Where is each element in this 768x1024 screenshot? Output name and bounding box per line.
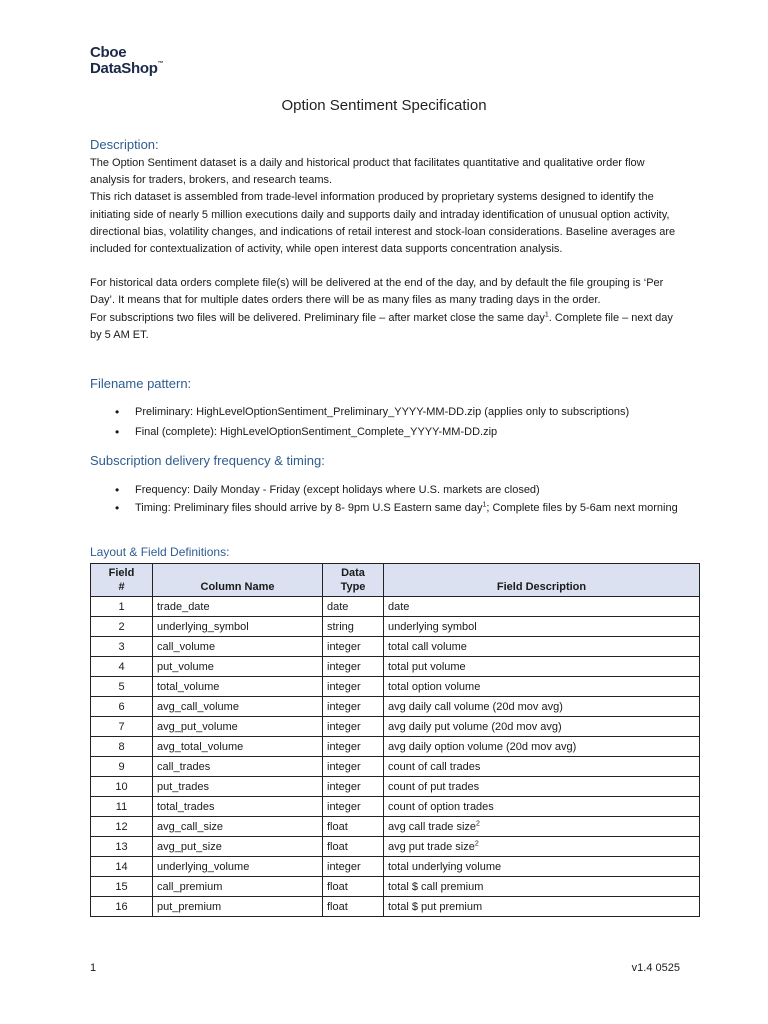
cell-data-type: integer — [323, 637, 384, 657]
cell-data-type: float — [323, 817, 384, 837]
cboe-datashop-logo — [90, 45, 163, 76]
cell-column-name: underlying_volume — [153, 857, 323, 877]
cell-field-description: avg daily call volume (20d mov avg) — [384, 697, 700, 717]
cell-field-num: 11 — [91, 797, 153, 817]
cell-field-num: 12 — [91, 817, 153, 837]
cell-column-name: avg_call_size — [153, 817, 323, 837]
cell-data-type: integer — [323, 717, 384, 737]
table-row — [91, 797, 700, 817]
cell-field-description: avg put trade size$^2$ — [384, 837, 700, 857]
layout-heading: Layout & Field Definitions: — [90, 545, 230, 559]
description-para-1: The Option Sentiment dataset is a daily and historical product that facilitates quantitative and qualitative order flow analysis for traders, brokers, and research teams. — [90, 157, 645, 187]
cell-data-type: date — [323, 597, 384, 617]
header-data-type: Data Type — [323, 564, 384, 597]
filename-item-final: • Final (complete): HighLevelOptionSentiment_Complete_YYYY-MM-DD.zip — [90, 424, 690, 442]
cell-column-name: call_volume — [153, 637, 323, 657]
cell-data-type: integer — [323, 677, 384, 697]
cell-field-description: avg call trade size$^2$ — [384, 817, 700, 837]
header-field-num: Field # — [91, 564, 153, 597]
cell-column-name: avg_put_size — [153, 837, 323, 857]
cell-field-description: total option volume — [384, 677, 700, 697]
field-definitions-table — [90, 563, 700, 917]
filename-heading: Filename pattern: — [90, 376, 192, 391]
table-row — [91, 717, 700, 737]
logo-brand: Cboe — [90, 44, 127, 61]
cell-data-type: float — [323, 897, 384, 917]
subscription-timing: • Timing: Preliminary files should arrive by 8- 9pm U.S Eastern same day$^1$; Complete files by 5-6am next morning — [90, 500, 690, 518]
table-row — [91, 837, 700, 857]
cell-column-name: trade_date — [153, 597, 323, 617]
cell-column-name: put_premium — [153, 897, 323, 917]
cell-column-name: underlying_symbol — [153, 617, 323, 637]
cell-column-name: put_trades — [153, 777, 323, 797]
cell-data-type: float — [323, 877, 384, 897]
cell-field-description: total call volume — [384, 637, 700, 657]
description-para-2: This rich dataset is assembled from trade-level information produced by proprietary systems designed to identify the initiating side of nearly 5 million executions daily and supports daily and intraday identification of unusual option activity, directional bias, volatility changes, and indications of retail interest and stock-loan considerations. Baseline averages are included for contextualization of activity, while open interest data supports concentration analysis. — [90, 191, 676, 256]
subscription-heading: Subscription delivery frequency & timing: — [90, 453, 325, 468]
cell-column-name: total_volume — [153, 677, 323, 697]
table-row — [91, 757, 700, 777]
table-row — [91, 637, 700, 657]
table-row — [91, 777, 700, 797]
header-column-name: Column Name — [153, 564, 323, 597]
description-para-4: For subscriptions two files will be delivered. Preliminary file – after market close the same day$^1$. Complete file – next day by 5 AM ET. — [90, 310, 673, 341]
cell-data-type: integer — [323, 857, 384, 877]
cell-field-description: total $ call premium — [384, 877, 700, 897]
description-para-3: For historical data orders complete file(s) will be delivered at the end of the day, and by default the file grouping is ‘Per Day’. It means that for multiple dates orders there will be as many files as many trading days in the order. — [90, 277, 664, 307]
document-version: v1.4 0525 — [631, 962, 680, 974]
cell-field-description: total put volume — [384, 657, 700, 677]
cell-field-description: count of option trades — [384, 797, 700, 817]
cell-column-name: avg_put_volume — [153, 717, 323, 737]
page-title: Option Sentiment Specification — [281, 97, 487, 114]
cell-field-description: avg daily put volume (20d mov avg) — [384, 717, 700, 737]
cell-field-description: avg daily option volume (20d mov avg) — [384, 737, 700, 757]
cell-field-description: total underlying volume — [384, 857, 700, 877]
page-number: 1 — [90, 962, 97, 974]
cell-field-num: 15 — [91, 877, 153, 897]
description-heading: Description: — [90, 137, 159, 152]
cell-field-num: 14 — [91, 857, 153, 877]
cell-field-num: 1 — [91, 597, 153, 617]
table-row — [91, 897, 700, 917]
cell-field-num: 6 — [91, 697, 153, 717]
cell-data-type: integer — [323, 697, 384, 717]
cell-column-name: total_trades — [153, 797, 323, 817]
table-row — [91, 657, 700, 677]
cell-field-num: 8 — [91, 737, 153, 757]
subscription-list — [90, 482, 690, 517]
cell-column-name: avg_call_volume — [153, 697, 323, 717]
header-field-description: Field Description — [384, 564, 700, 597]
filename-item-preliminary: • Preliminary: HighLevelOptionSentiment_Preliminary_YYYY-MM-DD.zip (applies only to subscriptions) — [90, 404, 690, 422]
subscription-frequency: • Frequency: Daily Monday - Friday (except holidays where U.S. markets are closed) — [90, 482, 690, 500]
table-row — [91, 697, 700, 717]
cell-field-num: 16 — [91, 897, 153, 917]
cell-field-num: 3 — [91, 637, 153, 657]
table-row — [91, 857, 700, 877]
cell-field-num: 9 — [91, 757, 153, 777]
table-body — [91, 597, 700, 917]
cell-field-description: underlying symbol — [384, 617, 700, 637]
table-header-row — [91, 564, 700, 597]
logo-product: DataShop™ — [90, 60, 164, 77]
table-row — [91, 597, 700, 617]
cell-data-type: integer — [323, 777, 384, 797]
cell-data-type: float — [323, 837, 384, 857]
table-row — [91, 737, 700, 757]
cell-column-name: call_premium — [153, 877, 323, 897]
cell-column-name: put_volume — [153, 657, 323, 677]
cell-column-name: call_trades — [153, 757, 323, 777]
cell-data-type: string — [323, 617, 384, 637]
table-row — [91, 817, 700, 837]
cell-field-description: count of put trades — [384, 777, 700, 797]
cell-field-description: count of call trades — [384, 757, 700, 777]
cell-field-description: total $ put premium — [384, 897, 700, 917]
cell-field-num: 2 — [91, 617, 153, 637]
description-text — [90, 155, 680, 344]
cell-data-type: integer — [323, 797, 384, 817]
cell-field-num: 10 — [91, 777, 153, 797]
cell-field-num: 4 — [91, 657, 153, 677]
filename-list — [90, 404, 690, 441]
cell-field-num: 5 — [91, 677, 153, 697]
cell-field-num: 7 — [91, 717, 153, 737]
cell-field-description: date — [384, 597, 700, 617]
cell-field-num: 13 — [91, 837, 153, 857]
cell-data-type: integer — [323, 737, 384, 757]
cell-data-type: integer — [323, 657, 384, 677]
table-row — [91, 877, 700, 897]
cell-column-name: avg_total_volume — [153, 737, 323, 757]
cell-data-type: integer — [323, 757, 384, 777]
table-row — [91, 677, 700, 697]
table-row — [91, 617, 700, 637]
